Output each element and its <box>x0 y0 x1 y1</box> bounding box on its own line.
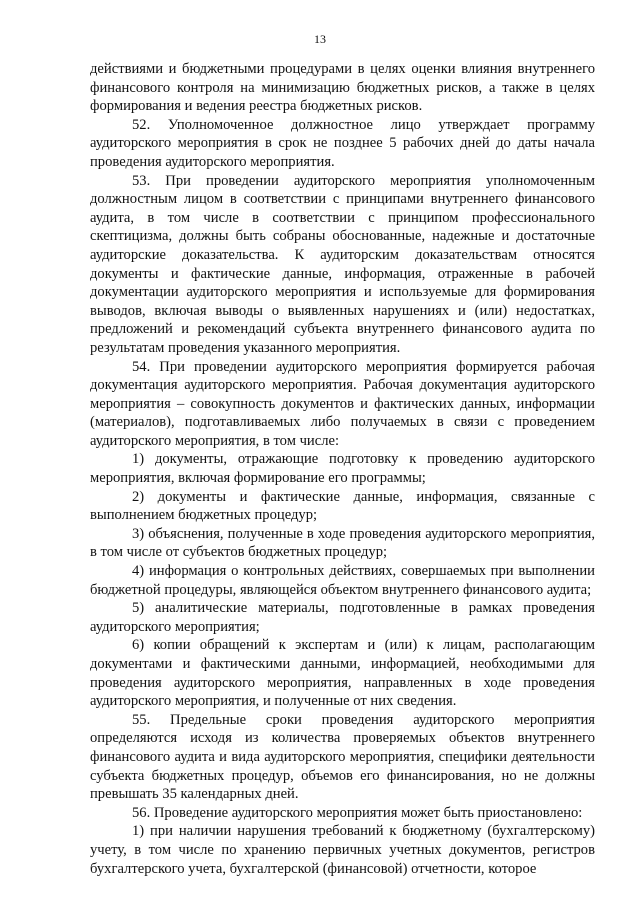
paragraph: 6) копии обращений к экспертам и (или) к лицам, располагающим документами и фактическими данными, информацией, необходимыми для проведения аудиторского мероприятия, направленных в ходе проведения аудиторского мероприятия, и полученные от них сведения. <box>90 637 595 710</box>
paragraph: 3) объяснения, полученные в ходе проведения аудиторского мероприятия, в том числе от субъектов бюджетных процедур; <box>90 525 595 561</box>
paragraph: 54. При проведении аудиторского мероприятия формируется рабочая документация аудиторского мероприятия. Рабочая документация аудиторского мероприятия – совокупность документов и фактических данных, информации (материалов), подготавливаемых либо получаемых в связи с проведением аудиторского мероприятия, в том числе: <box>90 358 595 449</box>
document-body <box>90 60 595 878</box>
paragraph: 2) документы и фактические данные, информация, связанные с выполнением бюджетных процедур; <box>90 488 595 524</box>
paragraph: 1) при наличии нарушения требований к бюджетному (бухгалтерскому) учету, в том числе по хранению первичных учетных документов, регистров бухгалтерского учета, бухгалтерской (финансовой) отчетности, которое <box>90 823 595 877</box>
paragraph: 53. При проведении аудиторского мероприятия уполномоченным должностным лицом в соответствии с принципами внутреннего финансового аудита, в том числе в соответствии с принципом профессионального скептицизма, должны быть собраны обоснованные, надежные и достаточные аудиторские доказательства. К аудиторским доказательствам относятся документы и фактические данные, информация, отраженные в рабочей документации аудиторского мероприятия и используемые для формирования выводов, включая выводы о выявленных нарушениях и (или) недостатках, предложений и рекомендаций субъекта внутреннего финансового аудита по результатам проведения указанного мероприятия. <box>90 172 595 356</box>
paragraph: 5) аналитические материалы, подготовленные в рамках проведения аудиторского мероприятия; <box>90 600 595 635</box>
paragraph: 1) документы, отражающие подготовку к проведению аудиторского мероприятия, включая формирование его программы; <box>90 451 595 487</box>
paragraph: 56. Проведение аудиторского мероприятия может быть приостановлено: <box>132 804 583 821</box>
page-number: 13 <box>314 32 326 46</box>
paragraph: 55. Предельные сроки проведения аудиторского мероприятия определяются исходя из количества проверяемых объектов внутреннего финансового аудита и вида аудиторского мероприятия, специфики деятельности субъекта бюджетных процедур, объемов его финансирования, но не должны превышать 35 календарных дней. <box>90 711 595 803</box>
paragraph: 52. Уполномоченное должностное лицо утверждает программу аудиторского мероприятия в срок не позднее 5 рабочих дней до даты начала проведения аудиторского мероприятия. <box>90 116 595 170</box>
paragraph: 4) информация о контрольных действиях, совершаемых при выполнении бюджетной процедуры, являющейся объектом внутреннего финансового аудита; <box>90 563 595 598</box>
paragraph: действиями и бюджетными процедурами в целях оценки влияния внутреннего финансового контроля на минимизацию бюджетных рисков, а также в целях формирования и ведения реестра бюджетных рисков. <box>90 61 595 115</box>
